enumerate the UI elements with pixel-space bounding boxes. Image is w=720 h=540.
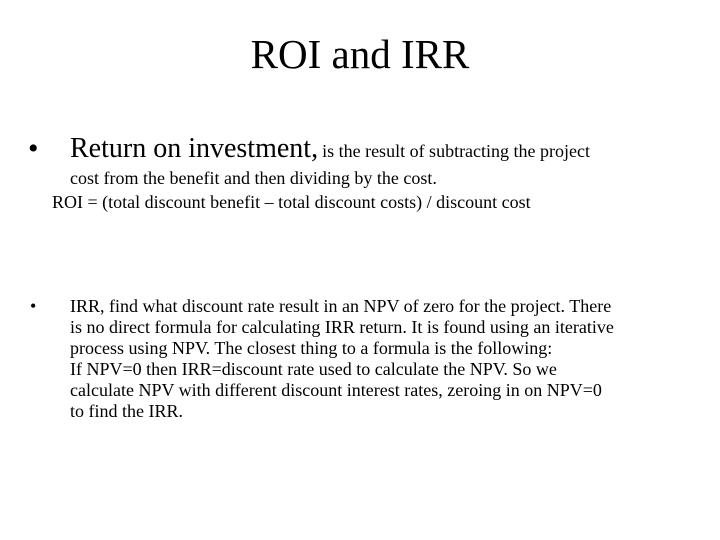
irr-line: is no direct formula for calculating IRR return. It is found using an iterative xyxy=(70,317,614,337)
roi-bullet-icon: • xyxy=(28,132,39,165)
irr-line: process using NPV. The closest thing to a formula is the following: xyxy=(70,338,553,358)
roi-formula: ROI = (total discount benefit – total discount costs) / discount cost xyxy=(52,192,531,212)
irr-line: IRR, find what discount rate result in an NPV of zero for the project. There xyxy=(70,296,612,316)
irr-line: calculate NPV with different discount interest rates, zeroing in on NPV=0 xyxy=(70,380,602,400)
roi-definition-continued: cost from the benefit and then dividing by the cost. xyxy=(70,168,437,188)
irr-bullet-icon: • xyxy=(30,296,37,316)
slide-title: ROI and IRR xyxy=(250,31,470,77)
irr-paragraph xyxy=(70,296,690,422)
roi-term: Return on investment, xyxy=(70,133,319,164)
irr-line: If NPV=0 then IRR=discount rate used to calculate the NPV. So we xyxy=(70,359,557,379)
irr-line: to find the IRR. xyxy=(70,401,183,421)
roi-first-line xyxy=(70,130,590,170)
roi-definition-start: is the result of subtracting the project xyxy=(322,141,591,161)
